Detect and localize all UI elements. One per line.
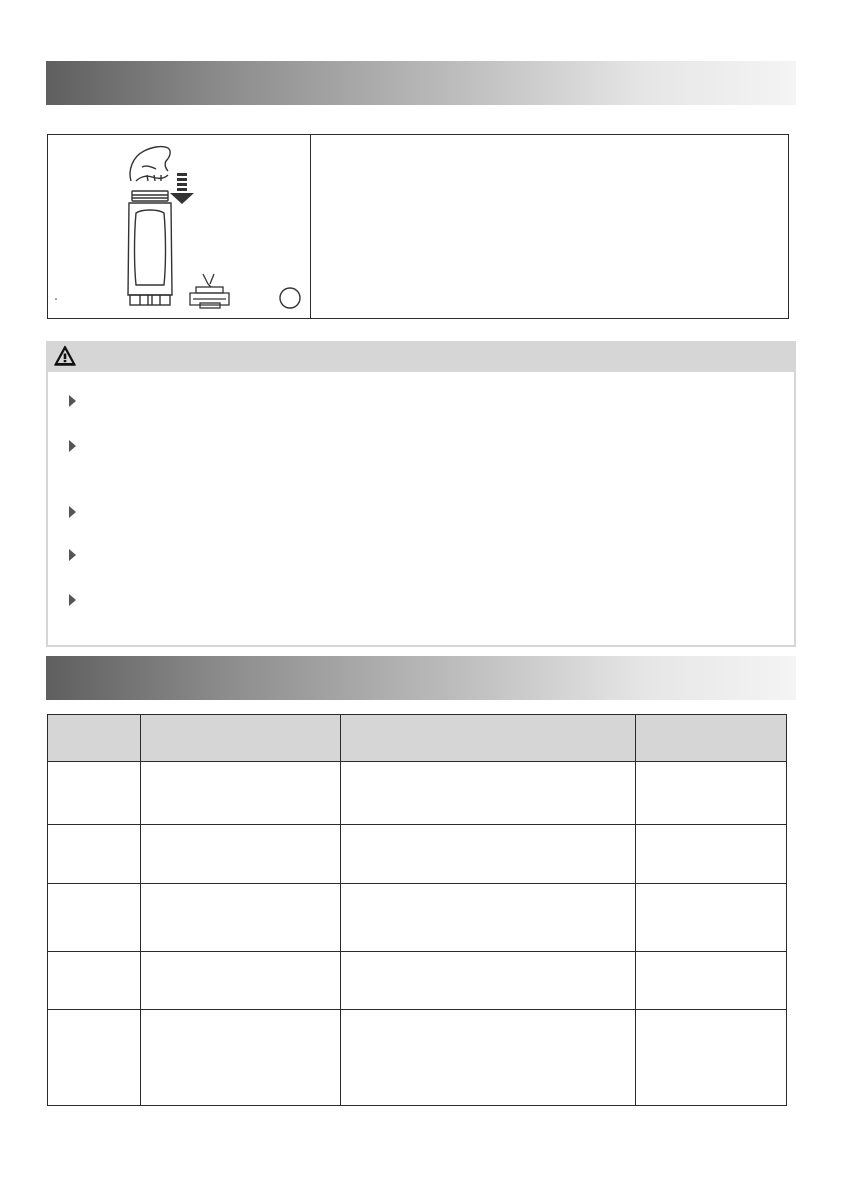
table-cell xyxy=(636,952,787,1010)
blender-jar-icon xyxy=(128,191,172,305)
table-cell xyxy=(341,952,636,1010)
table-cell xyxy=(341,1010,636,1106)
warning-triangle-icon xyxy=(54,345,76,367)
table-cell xyxy=(48,762,141,825)
section-header-specifications xyxy=(46,656,796,700)
table-cell xyxy=(48,1010,141,1106)
table-cell xyxy=(341,762,636,825)
table-cell xyxy=(141,825,341,884)
table-cell xyxy=(141,884,341,952)
table-header-row xyxy=(48,715,787,762)
bullet-icon xyxy=(69,440,76,452)
bullet-icon xyxy=(69,395,76,407)
bullet-icon xyxy=(69,506,76,518)
table-cell xyxy=(48,825,141,884)
table-cell xyxy=(141,952,341,1010)
table-cell xyxy=(141,762,341,825)
step-marker-icon xyxy=(280,288,300,308)
table-header-cell xyxy=(48,715,141,762)
table-cell xyxy=(636,762,787,825)
table-cell xyxy=(636,1010,787,1106)
blade-base-icon xyxy=(190,274,229,308)
table-cell xyxy=(48,884,141,952)
table-cell xyxy=(141,1010,341,1106)
specification-table xyxy=(47,714,787,1106)
section-header-assembly xyxy=(46,61,796,105)
table-header-cell xyxy=(341,715,636,762)
table-row xyxy=(48,952,787,1010)
table-cell xyxy=(341,825,636,884)
table-header-cell xyxy=(636,715,787,762)
table-row xyxy=(48,825,787,884)
panel-divider xyxy=(310,135,311,318)
table-cell xyxy=(341,884,636,952)
assembly-illustration-panel xyxy=(47,134,789,319)
warning-list xyxy=(46,372,796,647)
table-cell xyxy=(636,825,787,884)
table-row xyxy=(48,1010,787,1106)
assembly-illustration xyxy=(48,135,310,318)
table-cell xyxy=(636,884,787,952)
press-down-arrow-icon xyxy=(170,173,194,204)
table-header-cell xyxy=(141,715,341,762)
bullet-icon xyxy=(69,549,76,561)
warning-header xyxy=(46,341,796,372)
table-row xyxy=(48,884,787,952)
table-row xyxy=(48,762,787,825)
hand-icon xyxy=(130,147,170,181)
table-cell xyxy=(48,952,141,1010)
bullet-icon xyxy=(69,594,76,606)
